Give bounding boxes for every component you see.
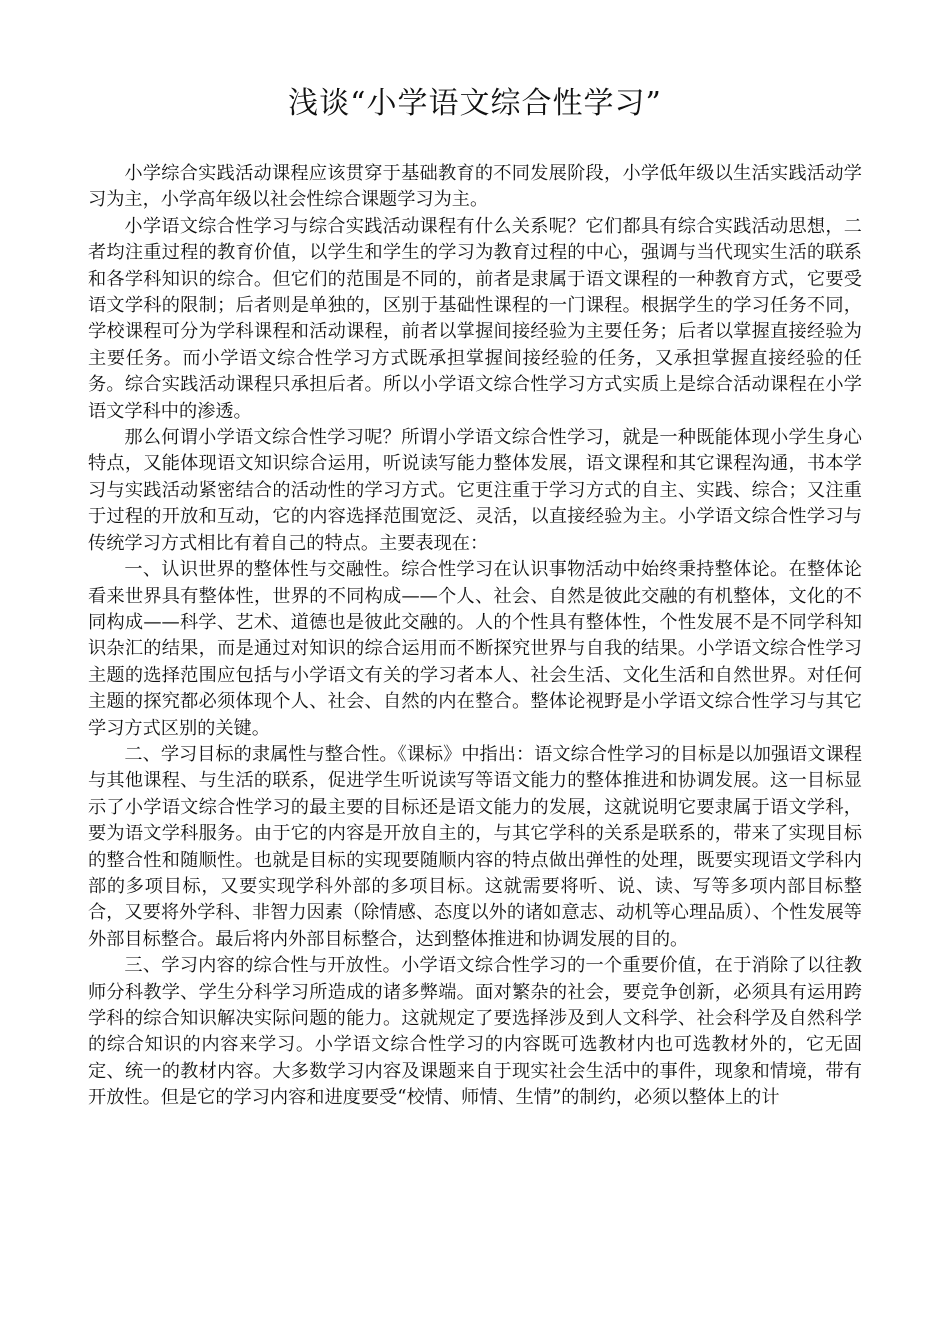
document-body — [88, 161, 862, 1112]
document-title: 浅谈“小学语文综合性学习” — [288, 86, 662, 121]
paragraph-3: 那么何谓小学语文综合性学习呢？所谓小学语文综合性学习，就是一种既能体现小学生身心特点，又能体现语文知识综合运用，听说读写能力整体发展，语文课程和其它课程沟通，书本学习与实践活动紧密结合的活动性的学习方式。它更注重于学习方式的自主、实践、综合；又注重于过程的开放和互动，它的内容选择范围宽泛、灵活，以直接经验为主。小学语文综合性学习与传统学习方式相比有着自己的特点。主要表现在： — [88, 427, 862, 554]
paragraph-1: 小学综合实践活动课程应该贯穿于基础教育的不同发展阶段，小学低年级以生活实践活动学习为主，小学高年级以社会性综合课题学习为主。 — [88, 163, 862, 211]
paragraph-6: 三、学习内容的综合性与开放性。小学语文综合性学习的一个重要价值，在于消除了以往教师分科教学、学生分科学习所造成的诸多弊端。面对繁杂的社会，要竞争创新，必须具有运用跨学科的综合知识解决实际问题的能力。这就规定了要选择涉及到人文科学、社会科学及自然科学的综合知识的内容来学习。小学语文综合性学习的内容既可选教材内也可选教材外的，它无固定、统一的教材内容。大多数学习内容及课题来自于现实社会生活中的事件，现象和情境，带有开放性。但是它的学习内容和进度要受“校情、师情、生情”的制约，必须以整体上的计 — [88, 955, 862, 1109]
document-page — [88, 80, 862, 1112]
paragraph-4: 一、认识世界的整体性与交融性。综合性学习在认识事物活动中始终秉持整体论。在整体论看来世界具有整体性，世界的不同构成——个人、社会、自然是彼此交融的有机整体，文化的不同构成——科学、艺术、道德也是彼此交融的。人的个性具有整体性，个性发展不是不同学科知识杂汇的结果，而是通过对知识的综合运用而不断探究世界与自我的结果。小学语文综合性学习主题的选择范围应包括与小学语文有关的学习者本人、社会生活、文化生活和自然世界。对任何主题的探究都必须体现个人、社会、自然的内在整合。整体论视野是小学语文综合性学习与其它学习方式区别的关键。 — [88, 559, 862, 739]
paragraph-2: 小学语文综合性学习与综合实践活动课程有什么关系呢？它们都具有综合实践活动思想，二者均注重过程的教育价值，以学生和学生的学习为教育过程的中心，强调与当代现实生活的联系和各学科知识的综合。但它们的范围是不同的，前者是隶属于语文课程的一种教育方式，它要受语文学科的限制；后者则是单独的，区别于基础性课程的一门课程。根据学生的学习任务不同，学校课程可分为学科课程和活动课程，前者以掌握间接经验为主要任务；后者以掌握直接经验为主要任务。而小学语文综合性学习方式既承担掌握间接经验的任务，又承担掌握直接经验的任务。综合实践活动课程只承担后者。所以小学语文综合性学习方式实质上是综合活动课程在小学语文学科中的渗透。 — [88, 215, 862, 422]
paragraph-5: 二、学习目标的隶属性与整合性。《课标》中指出：语文综合性学习的目标是以加强语文课程与其他课程、与生活的联系，促进学生听说读写等语文能力的整体推进和协调发展。这一目标显示了小学语文综合性学习的最主要的目标还是语文能力的发展，这就说明它要隶属于语文学科，要为语文学科服务。由于它的内容是开放自主的，与其它学科的关系是联系的，带来了实现目标的整合性和随顺性。也就是目标的实现要随顺内容的特点做出弹性的处理，既要实现语文学科内部的多项目标，又要实现学科外部的多项目标。这就需要将听、说、读、写等多项内部目标整合，又要将外学科、非智力因素（除情感、态度以外的诸如意志、动机等心理品质）、个性发展等外部目标整合。最后将内外部目标整合，达到整体推进和协调发展的目的。 — [88, 743, 862, 950]
